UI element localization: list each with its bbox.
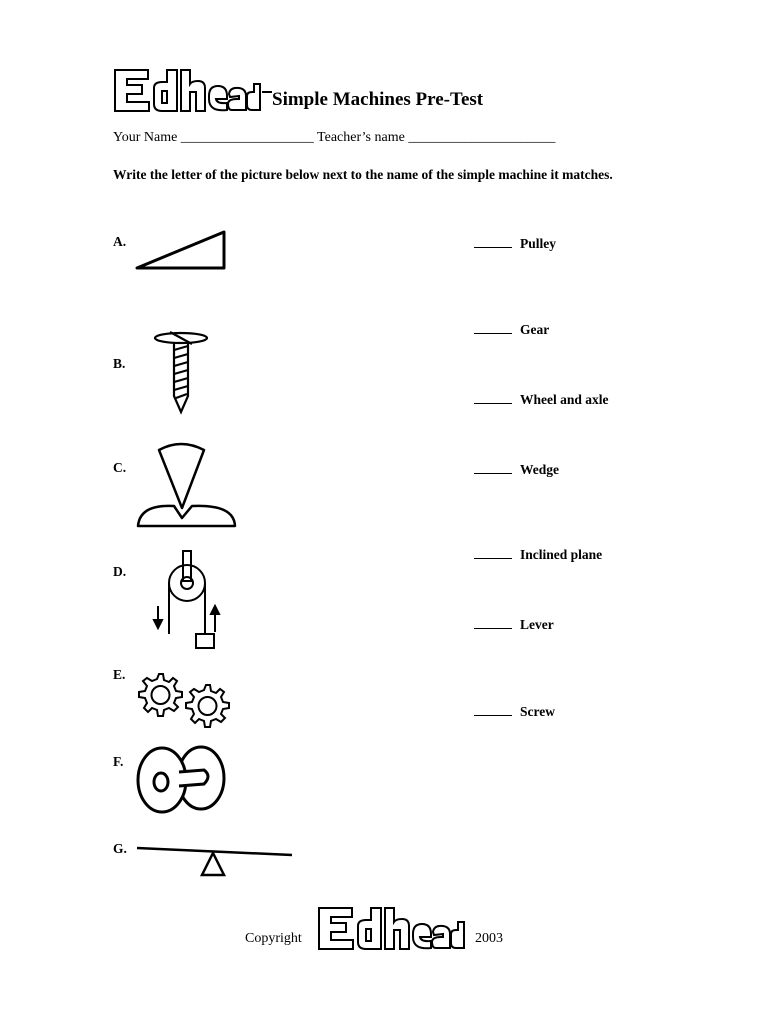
answer-wedge[interactable] xyxy=(474,461,559,478)
answer-gear[interactable] xyxy=(474,321,549,338)
copyright-label: Copyright xyxy=(245,931,302,946)
letter-d: D. xyxy=(113,564,127,579)
letter-c: C. xyxy=(113,460,127,475)
name-fields-line: Your Name ___________________ Teacher’s name _____________________ xyxy=(113,130,556,145)
wheel-and-axle-icon xyxy=(134,742,230,814)
footer-logo-text: Edheads xyxy=(316,904,320,905)
answer-wheel-and-axle[interactable] xyxy=(474,391,609,408)
footer-edheads-logo xyxy=(316,904,466,954)
gears-icon xyxy=(133,668,239,734)
answer-label: Lever xyxy=(520,617,554,632)
answer-blank[interactable] xyxy=(474,616,512,629)
logo-text: Edheads xyxy=(112,66,116,67)
answer-blank[interactable] xyxy=(474,391,512,404)
answer-lever[interactable] xyxy=(474,616,554,633)
screw-icon xyxy=(152,330,212,416)
answer-blank[interactable] xyxy=(474,321,512,334)
edheads-logo xyxy=(112,66,262,116)
inclined-plane-icon xyxy=(134,228,229,273)
instructions: Write the letter of the picture below next to the name of the simple machine it matches. xyxy=(113,167,613,182)
copyright-year: 2003 xyxy=(475,931,503,946)
answer-label: Gear xyxy=(520,322,550,337)
answer-blank[interactable] xyxy=(474,235,512,248)
answer-screw[interactable] xyxy=(474,703,555,720)
letter-f: F. xyxy=(113,754,124,769)
answer-label: Wheel and axle xyxy=(520,392,609,407)
letter-e: E. xyxy=(113,667,126,682)
letter-a: A. xyxy=(113,234,127,249)
letter-b: B. xyxy=(113,356,126,371)
answer-inclined-plane[interactable] xyxy=(474,546,602,563)
answer-blank[interactable] xyxy=(474,546,512,559)
pulley-icon xyxy=(150,548,226,652)
answer-blank[interactable] xyxy=(474,703,512,716)
answer-label: Inclined plane xyxy=(520,547,603,562)
answer-label: Wedge xyxy=(520,462,559,477)
answer-label: Screw xyxy=(520,704,555,719)
answer-blank[interactable] xyxy=(474,461,512,474)
answer-label: Pulley xyxy=(520,236,556,251)
lever-icon xyxy=(134,843,296,881)
wedge-icon xyxy=(134,440,240,532)
answer-pulley[interactable] xyxy=(474,235,556,252)
page-title: Simple Machines Pre-Test xyxy=(272,89,484,110)
letter-g: G. xyxy=(113,841,127,856)
